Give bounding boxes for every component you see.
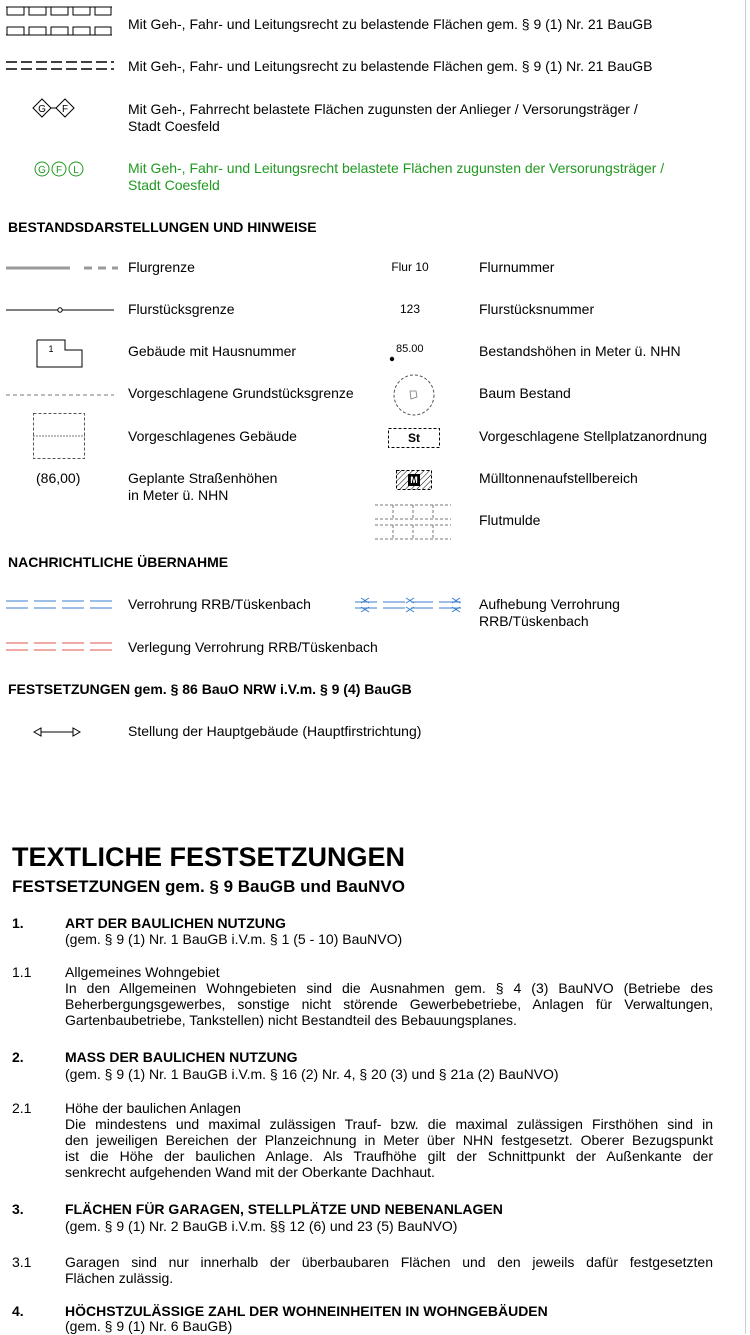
flurstueck-number-sample: 123: [399, 302, 421, 316]
legend-text-3b: Stadt Coesfeld: [128, 118, 220, 134]
label-grundstuecksgrenze: Vorgeschlagene Grundstücksgrenze: [128, 385, 354, 401]
block-4-title: HÖCHSTZULÄSSIGE ZAHL DER WOHNEINHEITEN IN WOHNGEBÄUDEN: [65, 1303, 548, 1319]
block-1-1-title: Allgemeines Wohngebiet: [65, 964, 220, 980]
block-2-title: MASS DER BAULICHEN NUTZUNG: [65, 1049, 298, 1065]
block-2-1-num: 2.1: [12, 1100, 32, 1116]
block-2-1-line-4: senkrecht aufgehenden Wand mit der Oberkante Dachhaut.: [65, 1164, 435, 1180]
block-3-1-text: [65, 1254, 713, 1286]
double-dash-symbol: [6, 60, 114, 72]
building-number: 1: [48, 344, 54, 354]
aufhebung-symbol: [355, 597, 465, 613]
label-verrohrung: Verrohrung RRB/Tüskenbach: [128, 596, 311, 612]
label-flurnummer: Flurnummer: [479, 259, 555, 275]
heading-86: FESTSETZUNGEN gem. § 86 BauO NRW i.V.m. § 9 (4) BauGB: [8, 681, 412, 697]
diamond-gf-icon: [32, 98, 78, 118]
stellplatz-text: St: [408, 431, 420, 445]
label-flurgrenze: Flurgrenze: [128, 259, 195, 275]
block-4-num: 4.: [12, 1303, 24, 1319]
flurstueck-symbol: [6, 306, 114, 314]
label-muelltonne: Mülltonnenaufstellbereich: [479, 470, 638, 486]
double-arrow-icon: [33, 726, 81, 738]
label-flurstuecksnummer: Flurstücksnummer: [479, 301, 595, 317]
block-1-num: 1.: [12, 915, 24, 931]
label-strassenhoehe-2: in Meter ü. NHN: [128, 487, 229, 503]
block-2-sub: (gem. § 9 (1) Nr. 1 BauGB i.V.m. § 16 (2) Nr. 4, § 20 (3) und § 21a (2) BauNVO): [65, 1066, 559, 1082]
block-1-1-line-3: Gartenbaubetriebe, Tankstellen) nicht Bestandteil des Bebauungsplanes.: [65, 1012, 517, 1028]
muelltonne-letter: M: [410, 475, 418, 485]
block-2-1-title: Höhe der baulichen Anlagen: [65, 1100, 241, 1116]
block-1-1-line-1: In den Allgemeinen Wohngebieten sind die Ausnahmen gem. § 4 (3) BauNVO (Betriebe des: [65, 980, 713, 996]
dashed-line-symbol: [6, 393, 114, 397]
dashed-building-icon: [33, 413, 85, 459]
block-1-1-num: 1.1: [12, 964, 32, 980]
legend-text-2: Mit Geh-, Fahr- und Leitungsrecht zu belastende Flächen gem. § 9 (1) Nr. 21 BauGB: [128, 58, 653, 74]
block-2-num: 2.: [12, 1049, 24, 1065]
diamond-letter-f: F: [61, 104, 69, 115]
label-stellplatz: Vorgeschlagene Stellplatzanordnung: [479, 428, 708, 444]
label-strassenhoehe-1: Geplante Straßenhöhen: [128, 470, 278, 486]
legend-text-3a: Mit Geh-, Fahrrecht belastete Flächen zugunsten der Anlieger / Versorungsträger /: [128, 101, 638, 117]
label-vorg-gebaeude: Vorgeschlagenes Gebäude: [128, 428, 297, 444]
label-aufhebung-2: RRB/Tüskenbach: [479, 613, 589, 629]
label-baum: Baum Bestand: [479, 385, 571, 401]
height-dot-icon: [389, 356, 395, 362]
verlegung-symbol: [6, 641, 114, 653]
legend-text-4a: Mit Geh-, Fahr- und Leitungsrecht belastete Flächen zugunsten der Versorungsträger /: [128, 160, 665, 176]
textliche-title: TEXTLICHE FESTSETZUNGEN: [12, 842, 406, 872]
block-3-num: 3.: [12, 1201, 24, 1217]
block-1-title: ART DER BAULICHEN NUTZUNG: [65, 915, 286, 931]
flutmulde-icon: [375, 503, 451, 541]
block-3-sub: (gem. § 9 (1) Nr. 2 BauGB i.V.m. §§ 12 (6) und 23 (5) BauNVO): [65, 1218, 458, 1234]
flurgrenze-symbol: [6, 265, 116, 271]
heading-bestand: BESTANDSDARSTELLUNGEN UND HINWEISE: [8, 219, 317, 235]
circle-gfl-icon: [34, 161, 86, 177]
block-1-1-line-2: Beherbergungsgewerbes, sonstige nicht störende Gewerbebetriebe, Anlagen für Verwaltungen,: [65, 996, 713, 1012]
legend-text-4b: Stadt Coesfeld: [128, 177, 220, 193]
building-icon: [37, 340, 83, 368]
block-2-1-line-2: den jeweiligen Bereichen der Planzeichnung in Meter über NHN festgesetzt. Oberer Bezugspunkt: [65, 1132, 713, 1148]
heading-nachricht: NACHRICHTLICHE ÜBERNAHME: [8, 554, 229, 570]
flur-number-sample: Flur 10: [391, 260, 429, 274]
block-2-1-text: [65, 1116, 713, 1180]
block-3-1-line-1: Garagen sind nur innerhalb der überbaubaren Flächen und den jeweils dafür festgesetzten: [65, 1254, 713, 1270]
circle-letter-g: G: [38, 165, 46, 176]
block-3-title: FLÄCHEN FÜR GARAGEN, STELLPLÄTZE UND NEBENANLAGEN: [65, 1201, 503, 1217]
block-1-sub: (gem. § 9 (1) Nr. 1 BauGB i.V.m. § 1 (5 - 10) BauNVO): [65, 931, 403, 947]
block-2-1-line-3: ist die Höhe der baulichen Anlage. Als Traufhöhe gilt der Schnittpunkt der Außenkante der: [65, 1148, 713, 1164]
tree-icon: [393, 374, 435, 416]
block-3-1-num: 3.1: [12, 1254, 32, 1270]
label-gebaeude: Gebäude mit Hausnummer: [128, 343, 297, 359]
block-2-1-line-1: Die mindestens und maximal zulässigen Trauf- bzw. die maximal zulässigen Firsthöhen sind in: [65, 1116, 713, 1132]
label-verlegung: Verlegung Verrohrung RRB/Tüskenbach: [128, 639, 378, 655]
textliche-subtitle: FESTSETZUNGEN gem. § 9 BauGB und BauNVO: [12, 877, 405, 896]
circle-letter-l: L: [73, 165, 79, 176]
legend-text-1: Mit Geh-, Fahr- und Leitungsrecht zu belastende Flächen gem. § 9 (1) Nr. 21 BauGB: [128, 16, 653, 32]
strassenhoehe-sample: (86,00): [36, 470, 81, 486]
bestandshoehe-sample: 85.00: [396, 343, 424, 355]
block-1-1-text: [65, 980, 713, 1028]
diamond-letter-g: G: [38, 104, 46, 115]
block-4-sub: (gem. § 9 (1) Nr. 6 BauGB): [65, 1318, 233, 1334]
label-hauptgebaeude: Stellung der Hauptgebäude (Hauptfirstrichtung): [128, 723, 422, 739]
label-flutmulde: Flutmulde: [479, 512, 541, 528]
block-3-1-line-2: Flächen zulässig.: [65, 1270, 174, 1286]
label-aufhebung-1: Aufhebung Verrohrung: [479, 596, 620, 612]
circle-letter-f: F: [55, 165, 63, 176]
verrohrung-symbol: [6, 599, 114, 611]
label-flurstueck: Flurstücksgrenze: [128, 301, 235, 317]
box-pattern-symbol: [6, 5, 112, 37]
label-bestandshoehe: Bestandshöhen in Meter ü. NHN: [479, 343, 681, 359]
page-edge-line: [745, 0, 746, 1334]
